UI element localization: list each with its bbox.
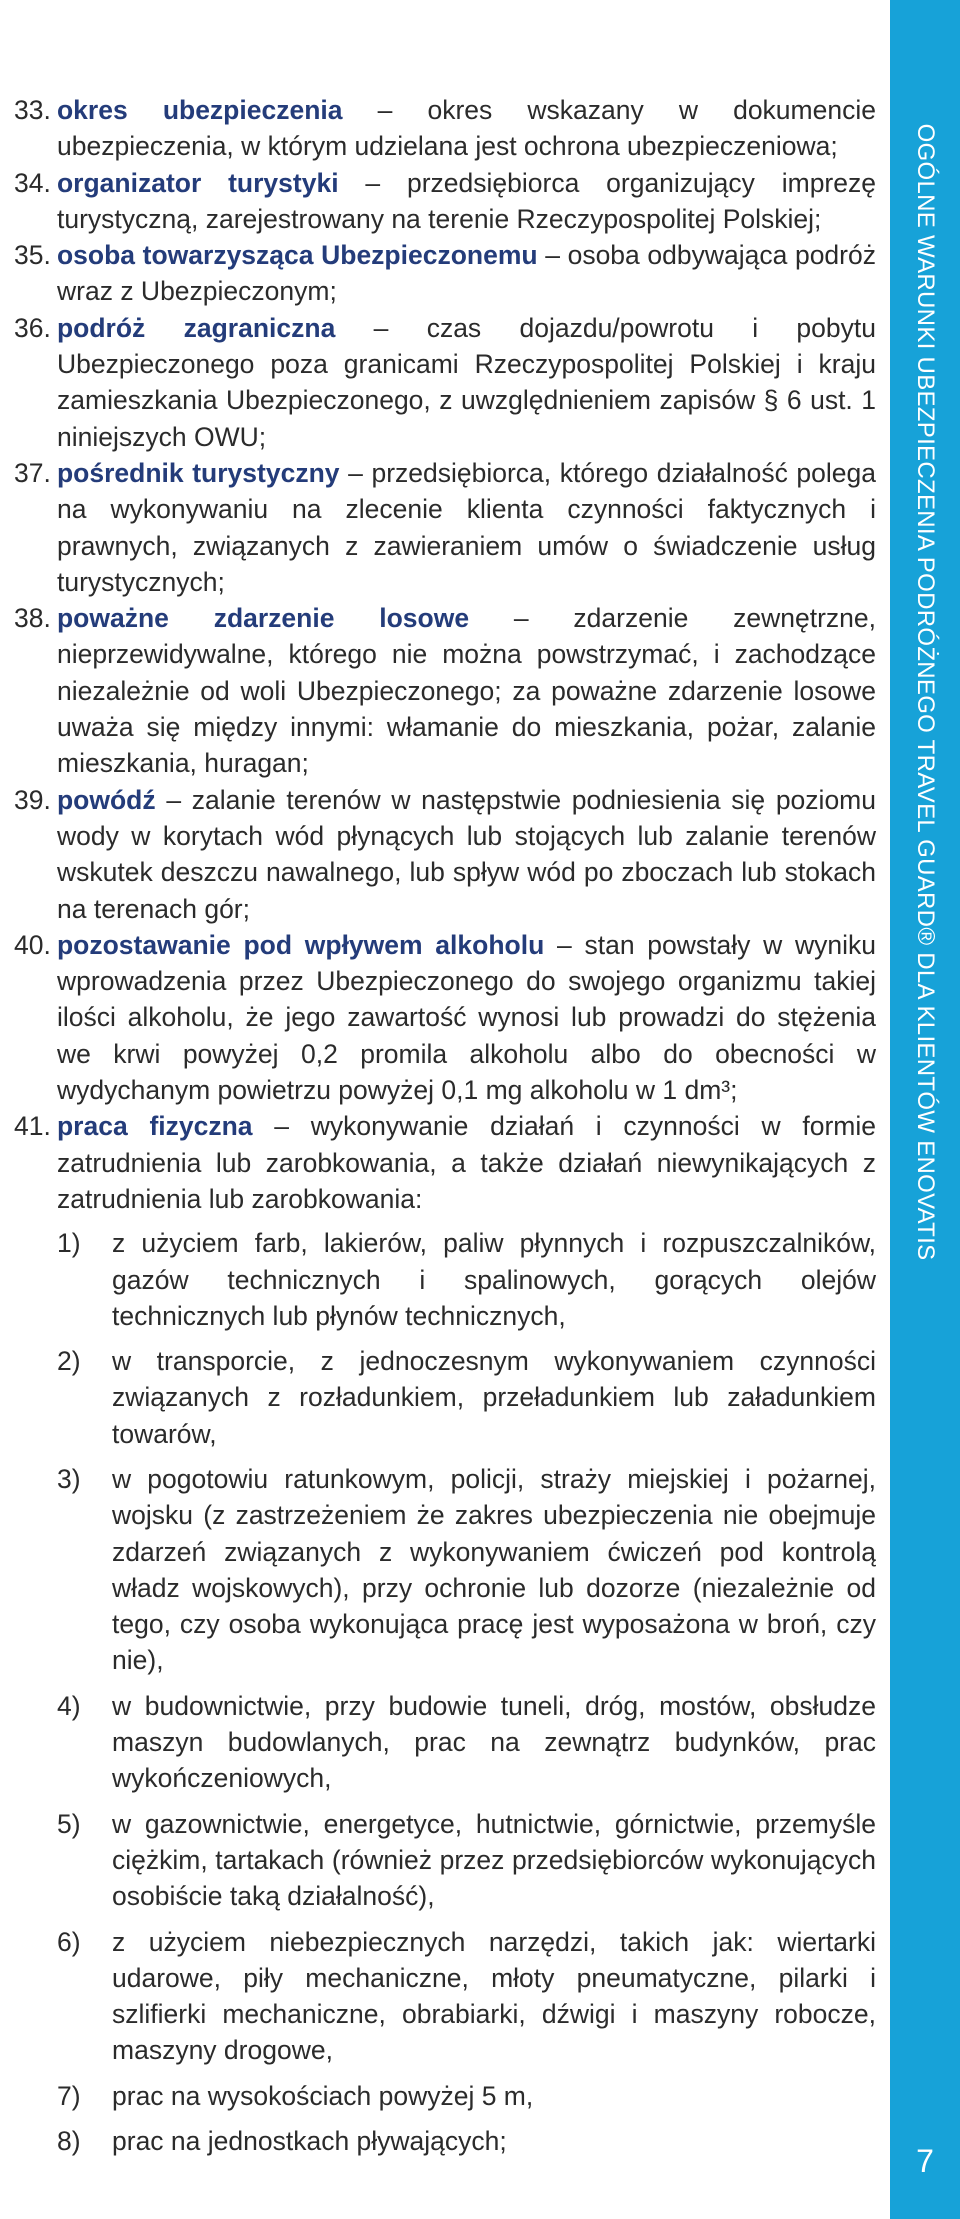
entry-number: 41. bbox=[14, 1111, 51, 1142]
entry-term: praca fizyczna bbox=[57, 1111, 253, 1142]
sub-list bbox=[57, 1225, 876, 2159]
entry-term: pozostawanie pod wpływem alkoholu bbox=[57, 929, 545, 960]
sub-list-item bbox=[57, 1225, 876, 1334]
definition-entry bbox=[14, 92, 876, 165]
entry-term: poważne zdarzenie losowe bbox=[57, 603, 470, 634]
entry-body bbox=[57, 92, 876, 165]
entry-term: powódź bbox=[57, 784, 156, 815]
entry-separator: – bbox=[274, 1111, 290, 1142]
entry-separator: – bbox=[348, 457, 363, 488]
entry-text: wykonywanie działań i czynności w formie zatrudnienia lub zarobkowania, a także działań niewynikających z zatrudnienia lub zarobkowania: bbox=[57, 1111, 876, 1214]
entry-text: przedsiębiorca, którego działalność polega na wykonywaniu na zlecenie klienta czynności faktycznych i prawnych, związanych z zawieraniem umów o świadczenie usług turystycznych; bbox=[57, 457, 876, 597]
sub-item-number: 4) bbox=[57, 1690, 81, 1721]
sub-item-number: 8) bbox=[57, 2126, 81, 2157]
sub-item-text: w pogotowiu ratunkowym, policji, straży miejskiej i pożarnej, wojsku (z zastrzeżeniem że zakres ubezpieczenia nie obejmuje zdarzeń związanych z wykonywaniem ćwiczeń pod kontrolą władz wojskowych), przy ochronie lub dozorze (niezależnie od tego, czy osoba wykonująca pracę jest wyposażona w broń, czy nie), bbox=[112, 1463, 876, 1676]
entry-term: pośrednik turystyczny bbox=[57, 457, 340, 488]
definition-entry bbox=[14, 310, 876, 455]
entry-separator: – bbox=[557, 929, 572, 960]
entry-separator: – bbox=[373, 312, 389, 343]
entry-number: 39. bbox=[14, 784, 51, 815]
definition-entry bbox=[14, 165, 876, 238]
sub-list-item bbox=[57, 1924, 876, 2069]
entry-body bbox=[57, 237, 876, 310]
definition-entry bbox=[14, 455, 876, 600]
entry-term: osoba towarzysząca Ubezpieczonemu bbox=[57, 240, 538, 271]
sub-item-text: z użyciem niebezpiecznych narzędzi, takich jak: wiertarki udarowe, piły mechaniczne, młoty pneumatyczne, pilarki i szlifierki mechaniczne, obrabiarki, dźwigi i maszyny robocze, maszyny drogowe, bbox=[112, 1926, 876, 2066]
sub-item-text: w transporcie, z jednoczesnym wykonywaniem czynności związanych z rozładunkiem, przeładunkiem lub załadunkiem towarów, bbox=[112, 1346, 876, 1449]
entry-text: stan powstały w wyniku wprowadzenia przez Ubezpieczonego do swojego organizmu takiej ilości alkoholu, że jego zawartość wynosi lub prowadzi do stężenia we krwi powyżej 0,2 promila alkoholu albo do obecności w wydychanym powietrzu powyżej 0,1 mg alkoholu w 1 dm³; bbox=[57, 929, 876, 1106]
entry-text: czas dojazdu/powrotu i pobytu Ubezpieczonego poza granicami Rzeczypospolitej Polskiej i kraju zamieszkania Ubezpieczonego, z uwzględnieniem zapisów § 6 ust. 1 niniejszych OWU; bbox=[57, 312, 876, 452]
entry-body bbox=[57, 1108, 876, 2168]
entry-text: przedsiębiorca organizujący imprezę turystyczną, zarejestrowany na terenie Rzeczypospolitej Polskiej; bbox=[57, 167, 876, 234]
entry-term: organizator turystyki bbox=[57, 167, 339, 198]
sub-list-item bbox=[57, 1343, 876, 1452]
entry-body bbox=[57, 455, 876, 600]
sub-list-item bbox=[57, 2078, 876, 2114]
entry-number: 33. bbox=[14, 95, 51, 125]
entry-separator: – bbox=[545, 240, 560, 271]
sub-item-number: 1) bbox=[57, 1228, 81, 1259]
sub-item-text: w budownictwie, przy budowie tuneli, dróg, mostów, obsłudze maszyn budowlanych, prac na zewnątrz budynków, prac wykończeniowych, bbox=[112, 1690, 876, 1794]
entry-body bbox=[57, 165, 876, 238]
sub-item-number: 2) bbox=[57, 1346, 81, 1377]
sub-item-number: 6) bbox=[57, 1926, 81, 1957]
entry-separator: – bbox=[513, 603, 529, 634]
page-number: 7 bbox=[916, 2143, 934, 2179]
entry-term: podróż zagraniczna bbox=[57, 312, 336, 343]
entry-body bbox=[57, 782, 876, 927]
entry-body bbox=[57, 927, 876, 1108]
sub-item-number: 7) bbox=[57, 2080, 81, 2111]
entry-number: 37. bbox=[14, 457, 51, 488]
entry-number: 34. bbox=[14, 167, 51, 198]
definition-entry bbox=[14, 600, 876, 781]
entry-separator: – bbox=[166, 784, 182, 815]
sub-list-item bbox=[57, 2123, 876, 2159]
sub-item-number: 5) bbox=[57, 1808, 81, 1839]
sub-item-text: prac na jednostkach pływających; bbox=[112, 2126, 507, 2157]
sub-item-text: z użyciem farb, lakierów, paliw płynnych i rozpuszczalników, gazów technicznych i spalinowych, gorących olejów technicznych lub płynów technicznych, bbox=[112, 1228, 876, 1331]
entry-intro bbox=[57, 1108, 876, 1217]
definition-entry-praca-fizyczna bbox=[14, 1108, 876, 2168]
entry-text: okres wskazany w dokumencie ubezpieczenia, w którym udzielana jest ochrona ubezpieczeniowa; bbox=[57, 95, 876, 162]
side-band bbox=[890, 0, 960, 2219]
sub-item-text: prac na wysokościach powyżej 5 m, bbox=[112, 2080, 534, 2111]
entry-text: zalanie terenów w następstwie podniesienia się poziomu wody w korytach wód płynących lub stojących lub zalanie terenów wskutek deszczu nawalnego, lub spływ wód po zboczach lub stokach na terenach gór; bbox=[57, 784, 876, 924]
sub-list-item bbox=[57, 1461, 876, 1679]
entry-separator: – bbox=[377, 95, 393, 125]
entry-number: 35. bbox=[14, 240, 51, 271]
entry-text: zdarzenie zewnętrzne, nieprzewidywalne, którego nie można powstrzymać, i zachodzące niezależnie od woli Ubezpieczonego; za poważne zdarzenie losowe uważa się między innymi: włamanie do mieszkania, pożar, zalanie mieszkania, huragan; bbox=[57, 603, 876, 779]
entry-body bbox=[57, 600, 876, 781]
entry-body bbox=[57, 310, 876, 455]
definitions-list bbox=[14, 92, 876, 2168]
entry-text: osoba odbywająca podróż wraz z Ubezpieczonym; bbox=[57, 240, 876, 307]
document-title: OGÓLNE WARUNKI UBEZPIECZENIA PODRÓŻNEGO TRAVEL GUARD® DLA KLIENTÓW ENOVATIS bbox=[912, 123, 939, 1261]
entry-number: 36. bbox=[14, 312, 51, 343]
definition-entry bbox=[14, 237, 876, 310]
entry-number: 40. bbox=[14, 929, 51, 960]
entry-number: 38. bbox=[14, 603, 51, 634]
sub-list-item bbox=[57, 1688, 876, 1797]
definition-entry bbox=[14, 927, 876, 1108]
definition-entry bbox=[14, 782, 876, 927]
sub-list-item bbox=[57, 1806, 876, 1915]
sub-item-text: w gazownictwie, energetyce, hutnictwie, górnictwie, przemyśle ciężkim, tartakach (również przez przedsiębiorców wykonujących osobiście taką działalność), bbox=[112, 1808, 876, 1912]
sub-item-number: 3) bbox=[57, 1463, 81, 1494]
entry-separator: – bbox=[365, 167, 381, 198]
entry-term: okres ubezpieczenia bbox=[57, 95, 343, 125]
